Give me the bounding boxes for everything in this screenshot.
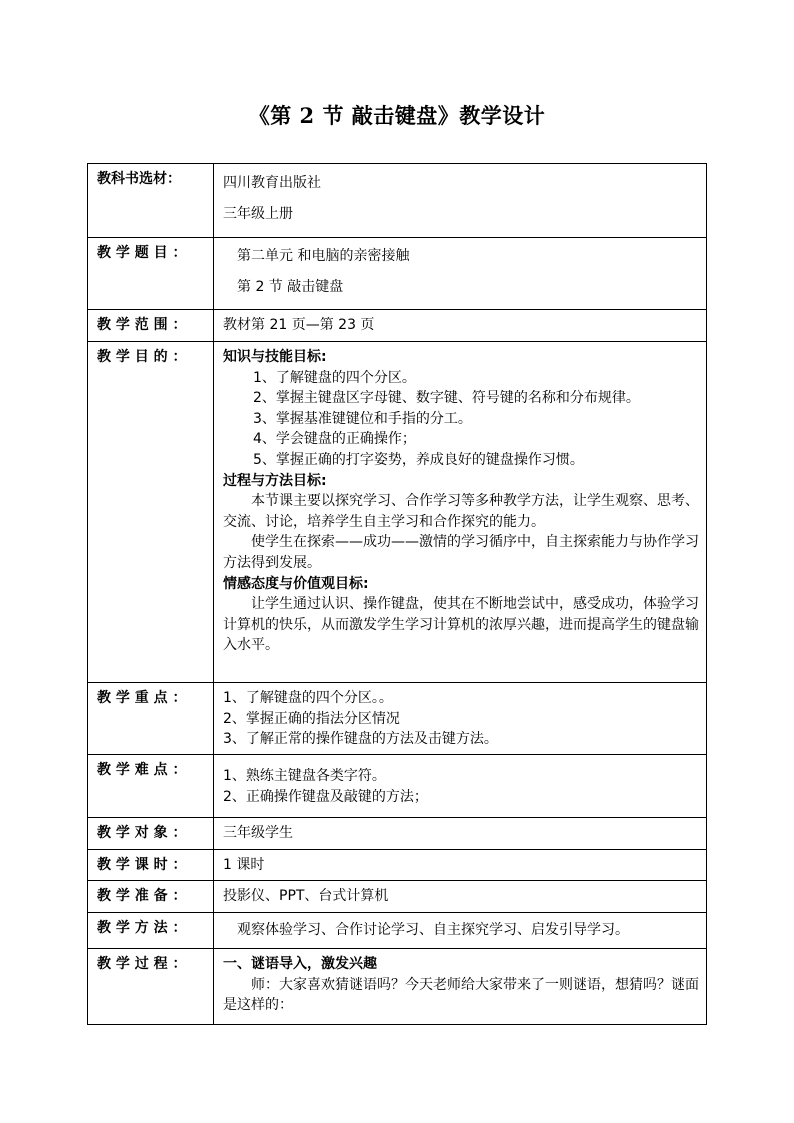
lesson-plan-table — [87, 163, 707, 1025]
process-step-paragraph: 师：大家喜欢猜谜语吗？今天老师给大家带来了一则谜语，想猜吗？谜面是这样的： — [223, 976, 699, 1014]
knowledge-item: 2、掌握主键盘区字母键、数字键、符号键的名称和分布规律。 — [253, 390, 640, 407]
knowledge-item: 5、掌握正确的打字姿势，养成良好的键盘操作习惯。 — [253, 451, 584, 468]
content-key-points — [214, 683, 707, 755]
process-step-heading: 一、谜语导入，激发兴趣 — [223, 956, 377, 972]
difficulty-item: 1、熟练主键盘各类字符。 — [223, 768, 386, 784]
process-heading: 过程与方法目标: — [223, 472, 327, 489]
topic-section: 第 2 节 敲击键盘 — [237, 278, 344, 295]
label-audience: 教 学 对 象 ： — [88, 818, 214, 850]
row-audience — [88, 818, 707, 850]
label-hours: 教 学 课 时 ： — [88, 850, 214, 881]
hours-text: 1 课时 — [223, 857, 265, 873]
row-textbook — [88, 164, 707, 238]
content-scope — [214, 310, 707, 342]
label-process: 教 学 过 程 ： — [88, 949, 214, 1025]
textbook-publisher: 四川教育出版社 — [223, 175, 321, 191]
row-preparation — [88, 881, 707, 913]
label-key-points: 教 学 重 点 ： — [88, 683, 214, 755]
label-goals: 教 学 目 的 ： — [88, 342, 214, 683]
audience-text: 三年级学生 — [223, 825, 293, 841]
label-difficulties: 教 学 难 点 ： — [88, 755, 214, 818]
topic-unit: 第二单元 和电脑的亲密接触 — [237, 248, 410, 264]
content-topic — [214, 238, 707, 310]
content-goals — [214, 342, 707, 683]
content-hours — [214, 850, 707, 881]
label-scope: 教 学 范 围 ： — [88, 310, 214, 342]
preparation-text: 投影仪、PPT、台式计算机 — [223, 888, 389, 904]
label-preparation: 教 学 准 备 ： — [88, 881, 214, 913]
emotion-heading: 情感态度与价值观目标: — [223, 575, 369, 592]
emotion-paragraph: 让学生通过认识、操作键盘，使其在不断地尝试中，感受成功，体验学习计算机的快乐，从而激发学生学习计算机的浓厚兴趣，进而提高学生的键盘输入水平。 — [223, 596, 699, 654]
content-textbook — [214, 164, 707, 238]
row-key-points — [88, 683, 707, 755]
knowledge-item: 1、了解键盘的四个分区。 — [253, 369, 416, 386]
label-textbook: 教科书选材： — [88, 164, 214, 238]
key-point-item: 1、了解键盘的四个分区。。 — [223, 690, 393, 706]
scope-text: 教材第 21 页—第 23 页 — [223, 317, 375, 333]
content-difficulties — [214, 755, 707, 818]
row-scope — [88, 310, 707, 342]
process-paragraph: 本节课主要以探究学习、合作学习等多种教学方法，让学生观察、思考、交流、讨论，培养学生自主学习和合作探究的能力。 — [223, 493, 699, 530]
row-hours — [88, 850, 707, 881]
row-topic — [88, 238, 707, 310]
row-goals — [88, 342, 707, 683]
process-paragraph: 使学生在探索——成功——激情的学习循序中，自主探索能力与协作学习方法得到发展。 — [223, 534, 699, 571]
content-audience — [214, 818, 707, 850]
difficulty-item: 2、正确操作键盘及敲键的方法； — [223, 788, 428, 805]
row-process — [88, 949, 707, 1025]
label-topic: 教 学 题 目 ： — [88, 238, 214, 310]
knowledge-heading: 知识与技能目标: — [223, 349, 327, 365]
textbook-grade: 三年级上册 — [223, 205, 293, 222]
label-methods: 教 学 方 法 ： — [88, 913, 214, 949]
knowledge-item: 4、学会键盘的正确操作； — [253, 431, 416, 448]
key-point-item: 2、掌握正确的指法分区情况 — [223, 710, 400, 727]
document-title: 《第 2 节 敲击键盘》教学设计 — [248, 103, 546, 128]
row-difficulties — [88, 755, 707, 818]
content-process — [214, 949, 707, 1025]
content-preparation — [214, 881, 707, 913]
methods-text: 观察体验学习、合作讨论学习、自主探究学习、启发引导学习。 — [237, 922, 629, 938]
content-methods — [214, 913, 707, 949]
row-methods — [88, 913, 707, 949]
key-point-item: 3、了解正常的操作键盘的方法及击键方法。 — [223, 731, 498, 748]
knowledge-item: 3、掌握基准键键位和手指的分工。 — [253, 410, 472, 427]
